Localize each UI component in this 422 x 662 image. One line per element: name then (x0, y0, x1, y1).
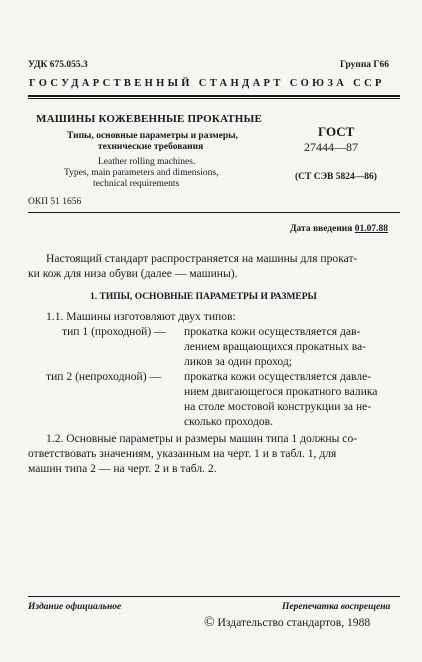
reprint-prohibited: Перепечатка воспрещена (282, 602, 391, 612)
title-en-line2: Types, main parameters and dimensions, (64, 168, 219, 178)
intro-line2: ки кож для низа обуви (далее — машины). (28, 267, 238, 280)
udk-code: УДК 675.055.3 (28, 60, 88, 70)
type2-desc-line1: прокатка кожи осуществляется давле- (184, 370, 372, 383)
header-rule-thin (28, 98, 400, 99)
subtitle-ru-line1: Типы, основные параметры и размеры, (67, 131, 238, 141)
type1-desc-line3: ликов за один проход; (184, 355, 292, 368)
effective-date-value: 01.07.88 (354, 224, 389, 234)
copyright-symbol: © (204, 615, 215, 630)
state-standard-heading: ГОСУДАРСТВЕННЫЙ СТАНДАРТ СОЮЗА ССР (29, 78, 385, 89)
type1-desc-line1: прокатка кожи осуществляется дав- (184, 325, 361, 338)
subtitle-ru-line2: технические требования (98, 142, 204, 152)
section1-heading: 1. ТИПЫ, ОСНОВНЫЕ ПАРАМЕТРЫ И РАЗМЕРЫ (90, 292, 317, 302)
p12-line3: машин типа 2 — на черт. 2 и в табл. 2. (28, 462, 217, 475)
effective-date (290, 224, 388, 234)
official-edition: Издание официальное (28, 602, 122, 612)
gost-label: ГОСТ (318, 124, 355, 139)
type2-label: тип 2 (непроходной) — (46, 370, 162, 383)
effective-date-label: Дата введения (290, 224, 353, 234)
okp-code: ОКП 51 1656 (28, 197, 82, 207)
title-ru: МАШИНЫ КОЖЕВЕННЫЕ ПРОКАТНЫЕ (36, 113, 263, 125)
p11-text: 1.1. Машины изготовляют двух типов: (46, 310, 236, 323)
type2-desc-line2: нием двигающегося прокатного валика (184, 385, 378, 398)
st-sev-number: (СТ СЭВ 5824—86) (295, 172, 377, 182)
footer-rule (28, 596, 400, 597)
publisher-name: Издательство стандартов, 1988 (217, 616, 371, 629)
p12-line2: ответствовать значениям, указанным на черт. 1 и в табл. 1, для (28, 447, 337, 460)
title-en-line3: technical requirements (93, 179, 180, 189)
intro-line1: Настоящий стандарт распространяется на машины для прокат- (46, 252, 358, 265)
header-rule-thick (28, 95, 400, 97)
p12-line1: 1.2. Основные параметры и размеры машин типа 1 должны со- (46, 432, 358, 445)
title-block-rule (28, 212, 400, 213)
type1-label: тип 1 (проходной) — (62, 325, 166, 338)
gost-number: 27444—87 (304, 140, 358, 154)
group-code: Группа Г66 (340, 60, 389, 70)
type2-desc-line4: сколько проходов. (184, 415, 274, 428)
type1-desc-line2: лением вращающихся прокатных ва- (184, 340, 367, 353)
publisher-line (204, 615, 370, 630)
type2-desc-line3: на столе мостовой конструкции за не- (184, 400, 372, 413)
title-en-line1: Leather rolling machines. (98, 157, 196, 167)
